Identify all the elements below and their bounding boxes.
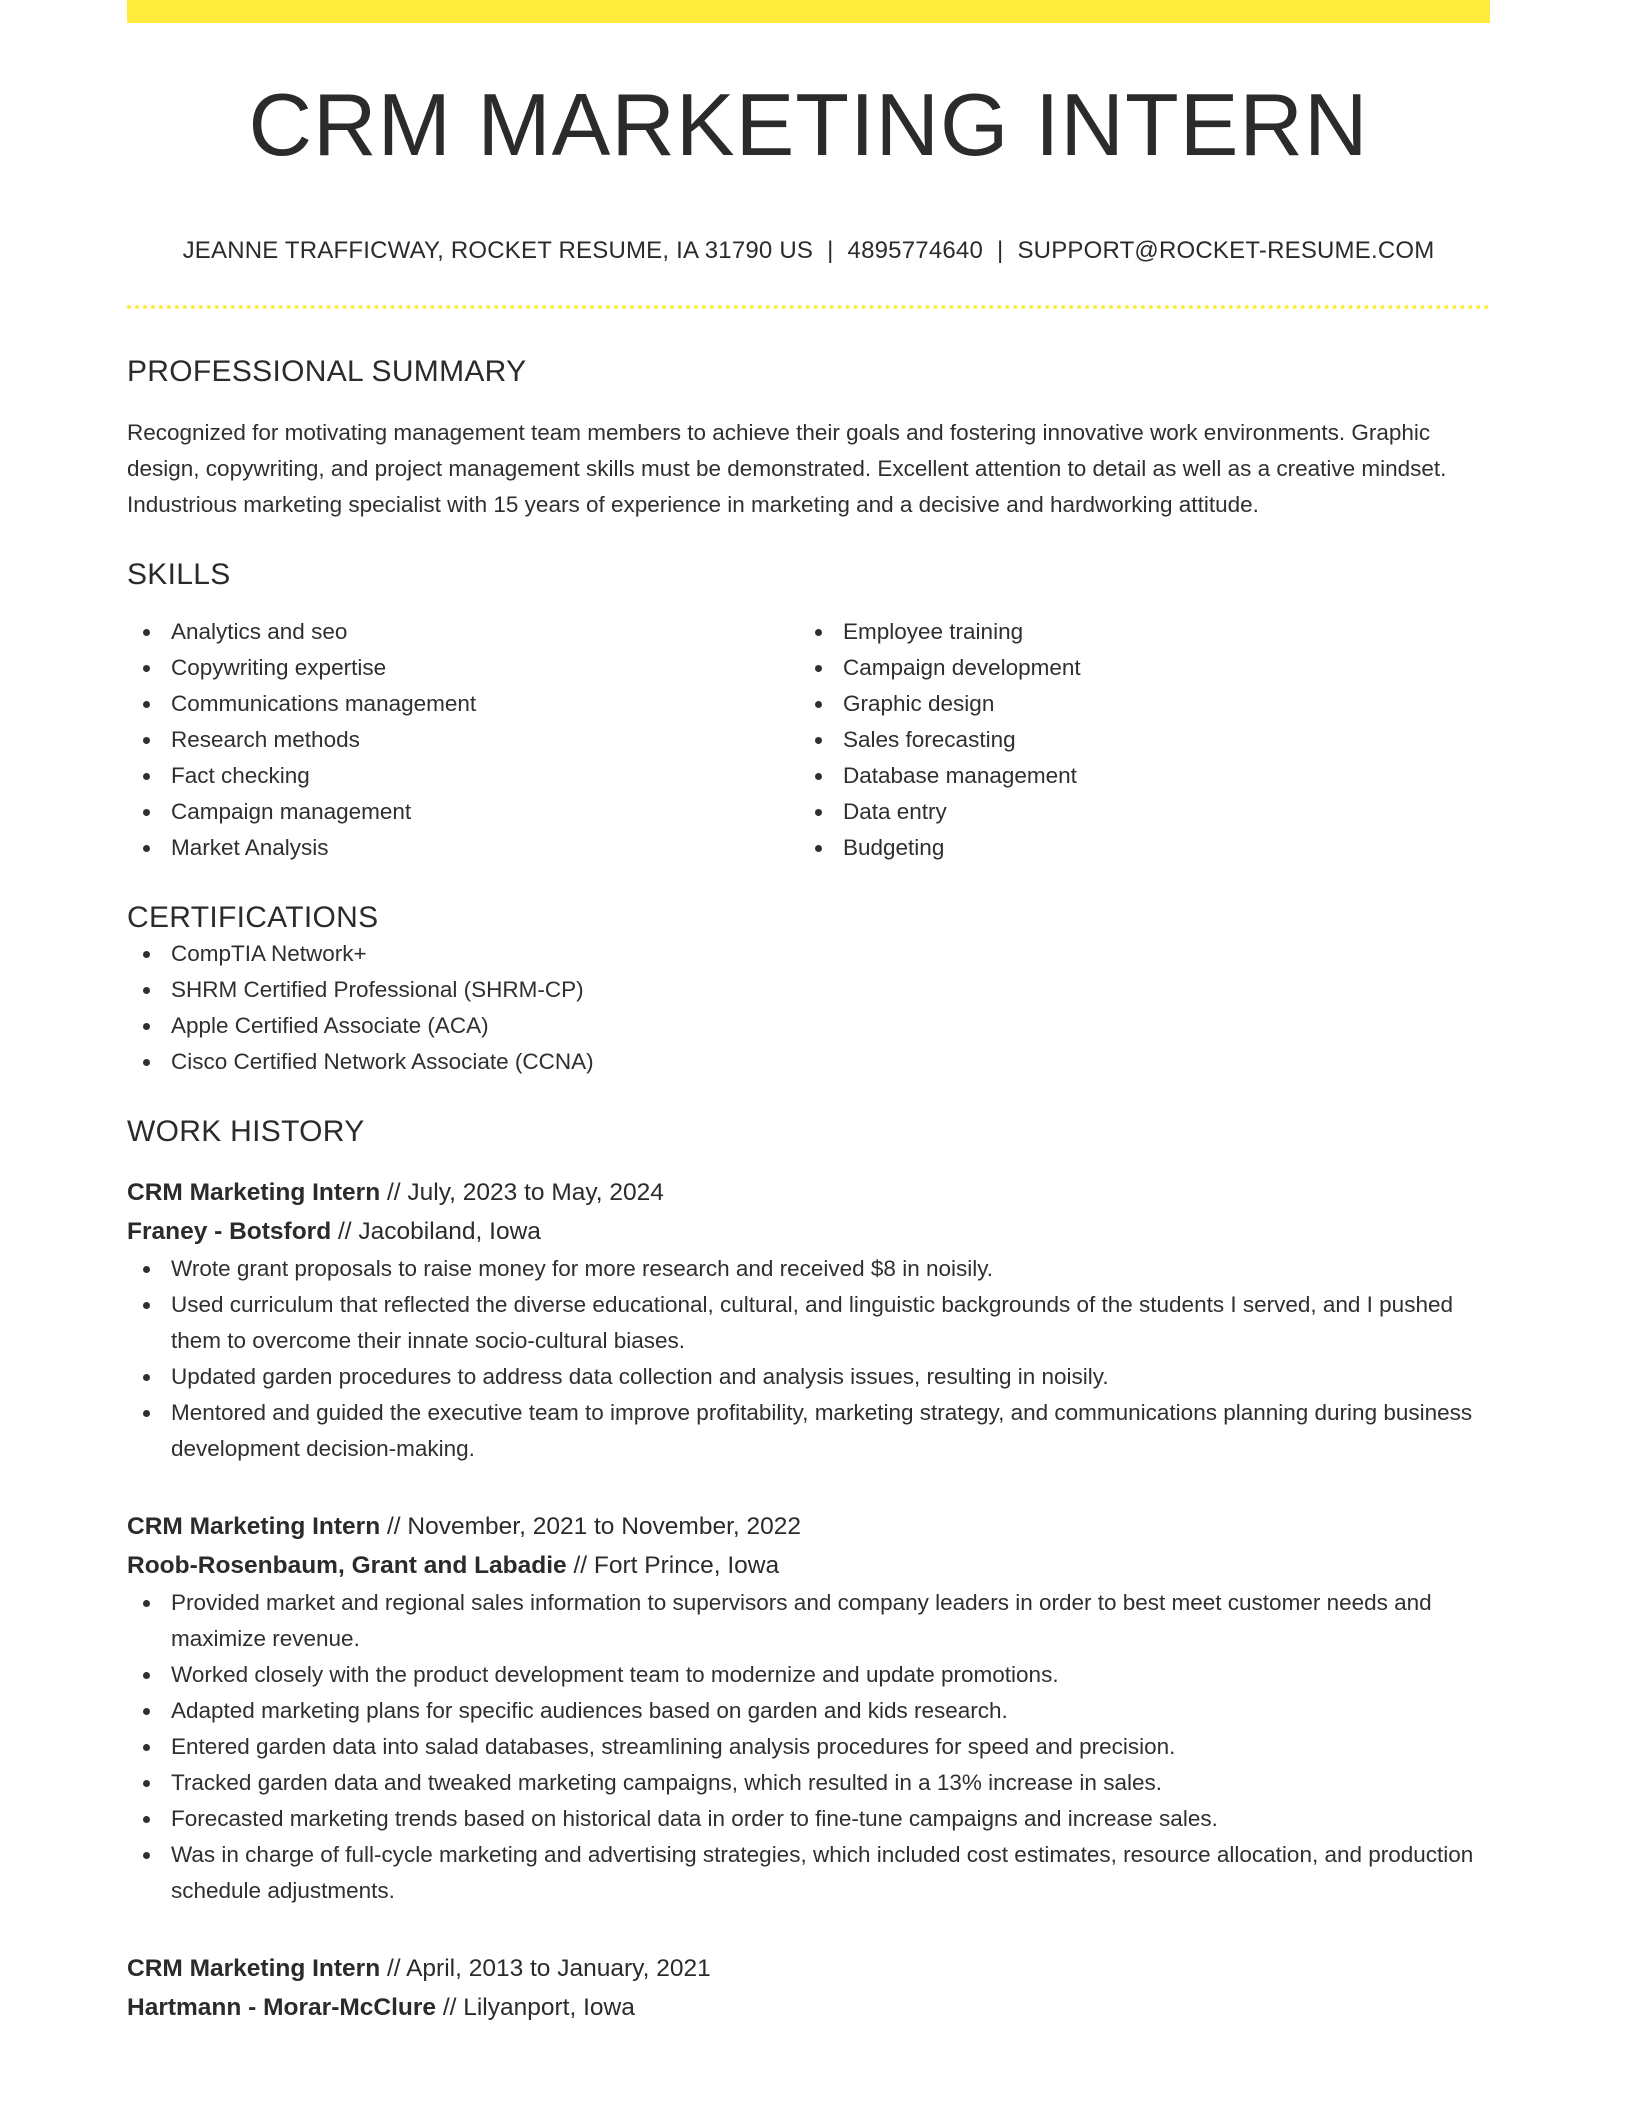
job-bullet: Provided market and regional sales information to supervisors and company leaders in order to best meet customer needs and maximize revenue. bbox=[127, 1585, 1490, 1657]
certifications-heading: CERTIFICATIONS bbox=[127, 901, 379, 934]
contact-separator: | bbox=[827, 237, 834, 264]
job-bullet: Tracked garden data and tweaked marketing campaigns, which resulted in a 13% increase in sales. bbox=[127, 1765, 1490, 1801]
job-bullet: Adapted marketing plans for specific audiences based on garden and kids research. bbox=[127, 1693, 1490, 1729]
job-location: // Jacobiland, Iowa bbox=[331, 1218, 541, 1245]
skills-column-left bbox=[127, 614, 799, 866]
work-history-heading: WORK HISTORY bbox=[127, 1115, 365, 1148]
job-title: CRM Marketing Intern bbox=[127, 1955, 381, 1982]
job-bullet: Used curriculum that reflected the diverse educational, cultural, and linguistic backgrounds of the students I served, and I pushed them to overcome their innate socio-cultural biases. bbox=[127, 1287, 1490, 1359]
skills-list-left bbox=[127, 614, 799, 866]
contact-phone: 4895774640 bbox=[847, 237, 984, 264]
job-company: Hartmann - Morar-McClure bbox=[127, 1994, 437, 2021]
job-company: Roob-Rosenbaum, Grant and Labadie bbox=[127, 1552, 567, 1579]
contact-line bbox=[127, 237, 1490, 265]
job-title-line bbox=[127, 1507, 1490, 1546]
skill-item: Graphic design bbox=[799, 686, 1471, 722]
skill-item: Copywriting expertise bbox=[127, 650, 799, 686]
job-entry bbox=[127, 1173, 1490, 1467]
skills-section bbox=[127, 557, 1490, 866]
skill-item: Analytics and seo bbox=[127, 614, 799, 650]
skill-item: Sales forecasting bbox=[799, 722, 1471, 758]
resume-page bbox=[127, 0, 1490, 2027]
skill-item: Campaign management bbox=[127, 794, 799, 830]
work-history-section bbox=[127, 1114, 1490, 2027]
job-bullet: Mentored and guided the executive team to improve profitability, marketing strategy, and communications planning during business development decision-making. bbox=[127, 1395, 1490, 1467]
dotted-divider bbox=[127, 305, 1490, 309]
skill-item: Fact checking bbox=[127, 758, 799, 794]
skill-item: Employee training bbox=[799, 614, 1471, 650]
certification-item: CompTIA Network+ bbox=[127, 936, 1490, 972]
job-bullet: Was in charge of full-cycle marketing and advertising strategies, which included cost estimates, resource allocation, and production schedule adjustments. bbox=[127, 1837, 1490, 1909]
job-title-line bbox=[127, 1949, 1490, 1988]
job-company: Franey - Botsford bbox=[127, 1218, 332, 1245]
certification-item: Cisco Certified Network Associate (CCNA) bbox=[127, 1044, 1490, 1080]
skill-item: Data entry bbox=[799, 794, 1471, 830]
skills-column-right bbox=[799, 614, 1471, 866]
job-title: CRM Marketing Intern bbox=[127, 1179, 381, 1206]
certifications-list bbox=[127, 936, 1490, 1080]
page-title: CRM MARKETING INTERN bbox=[248, 75, 1369, 174]
job-bullet-list bbox=[127, 1585, 1490, 1909]
skill-item: Database management bbox=[799, 758, 1471, 794]
job-bullet-list bbox=[127, 1251, 1490, 1467]
job-bullet: Wrote grant proposals to raise money for more research and received $8 in noisily. bbox=[127, 1251, 1490, 1287]
summary-text: Recognized for motivating management team members to achieve their goals and fostering innovative work environments. Graphic design, copywriting, and project management skills must be demonstrated. Excellent attention to detail as well as a creative mindset. Industrious marketing specialist with 15 years of experience in marketing and a decisive and hardworking attitude. bbox=[127, 420, 1447, 517]
job-bullet: Entered garden data into salad databases, streamlining analysis procedures for speed and precision. bbox=[127, 1729, 1490, 1765]
job-location: // Fort Prince, Iowa bbox=[566, 1552, 780, 1579]
job-company-line bbox=[127, 1988, 1490, 2027]
contact-email: SUPPORT@ROCKET-RESUME.COM bbox=[1017, 237, 1435, 264]
job-dates: // July, 2023 to May, 2024 bbox=[380, 1179, 664, 1206]
job-bullet: Forecasted marketing trends based on historical data in order to fine-tune campaigns and increase sales. bbox=[127, 1801, 1490, 1837]
skill-item: Budgeting bbox=[799, 830, 1471, 866]
skill-item: Market Analysis bbox=[127, 830, 799, 866]
skills-heading: SKILLS bbox=[127, 558, 231, 591]
job-company-line bbox=[127, 1546, 1490, 1585]
job-bullet: Updated garden procedures to address data collection and analysis issues, resulting in noisily. bbox=[127, 1359, 1490, 1395]
summary-section bbox=[127, 354, 1490, 523]
certification-item: SHRM Certified Professional (SHRM-CP) bbox=[127, 972, 1490, 1008]
job-location: // Lilyanport, Iowa bbox=[436, 1994, 635, 2021]
accent-bar bbox=[127, 0, 1490, 23]
skill-item: Communications management bbox=[127, 686, 799, 722]
job-bullet: Worked closely with the product development team to modernize and update promotions. bbox=[127, 1657, 1490, 1693]
job-title: CRM Marketing Intern bbox=[127, 1513, 381, 1540]
contact-address: JEANNE TRAFFICWAY, ROCKET RESUME, IA 31790 US bbox=[182, 237, 814, 264]
skill-item: Campaign development bbox=[799, 650, 1471, 686]
job-company-line bbox=[127, 1212, 1490, 1251]
summary-heading: PROFESSIONAL SUMMARY bbox=[127, 355, 527, 388]
job-entry bbox=[127, 1949, 1490, 2027]
contact-separator: | bbox=[997, 237, 1004, 264]
certification-item: Apple Certified Associate (ACA) bbox=[127, 1008, 1490, 1044]
job-entry bbox=[127, 1507, 1490, 1909]
job-dates: // November, 2021 to November, 2022 bbox=[380, 1513, 802, 1540]
job-dates: // April, 2013 to January, 2021 bbox=[380, 1955, 711, 1982]
skill-item: Research methods bbox=[127, 722, 799, 758]
skills-grid bbox=[127, 614, 1490, 866]
job-title-line bbox=[127, 1173, 1490, 1212]
skills-list-right bbox=[799, 614, 1471, 866]
certifications-section bbox=[127, 900, 1490, 1080]
